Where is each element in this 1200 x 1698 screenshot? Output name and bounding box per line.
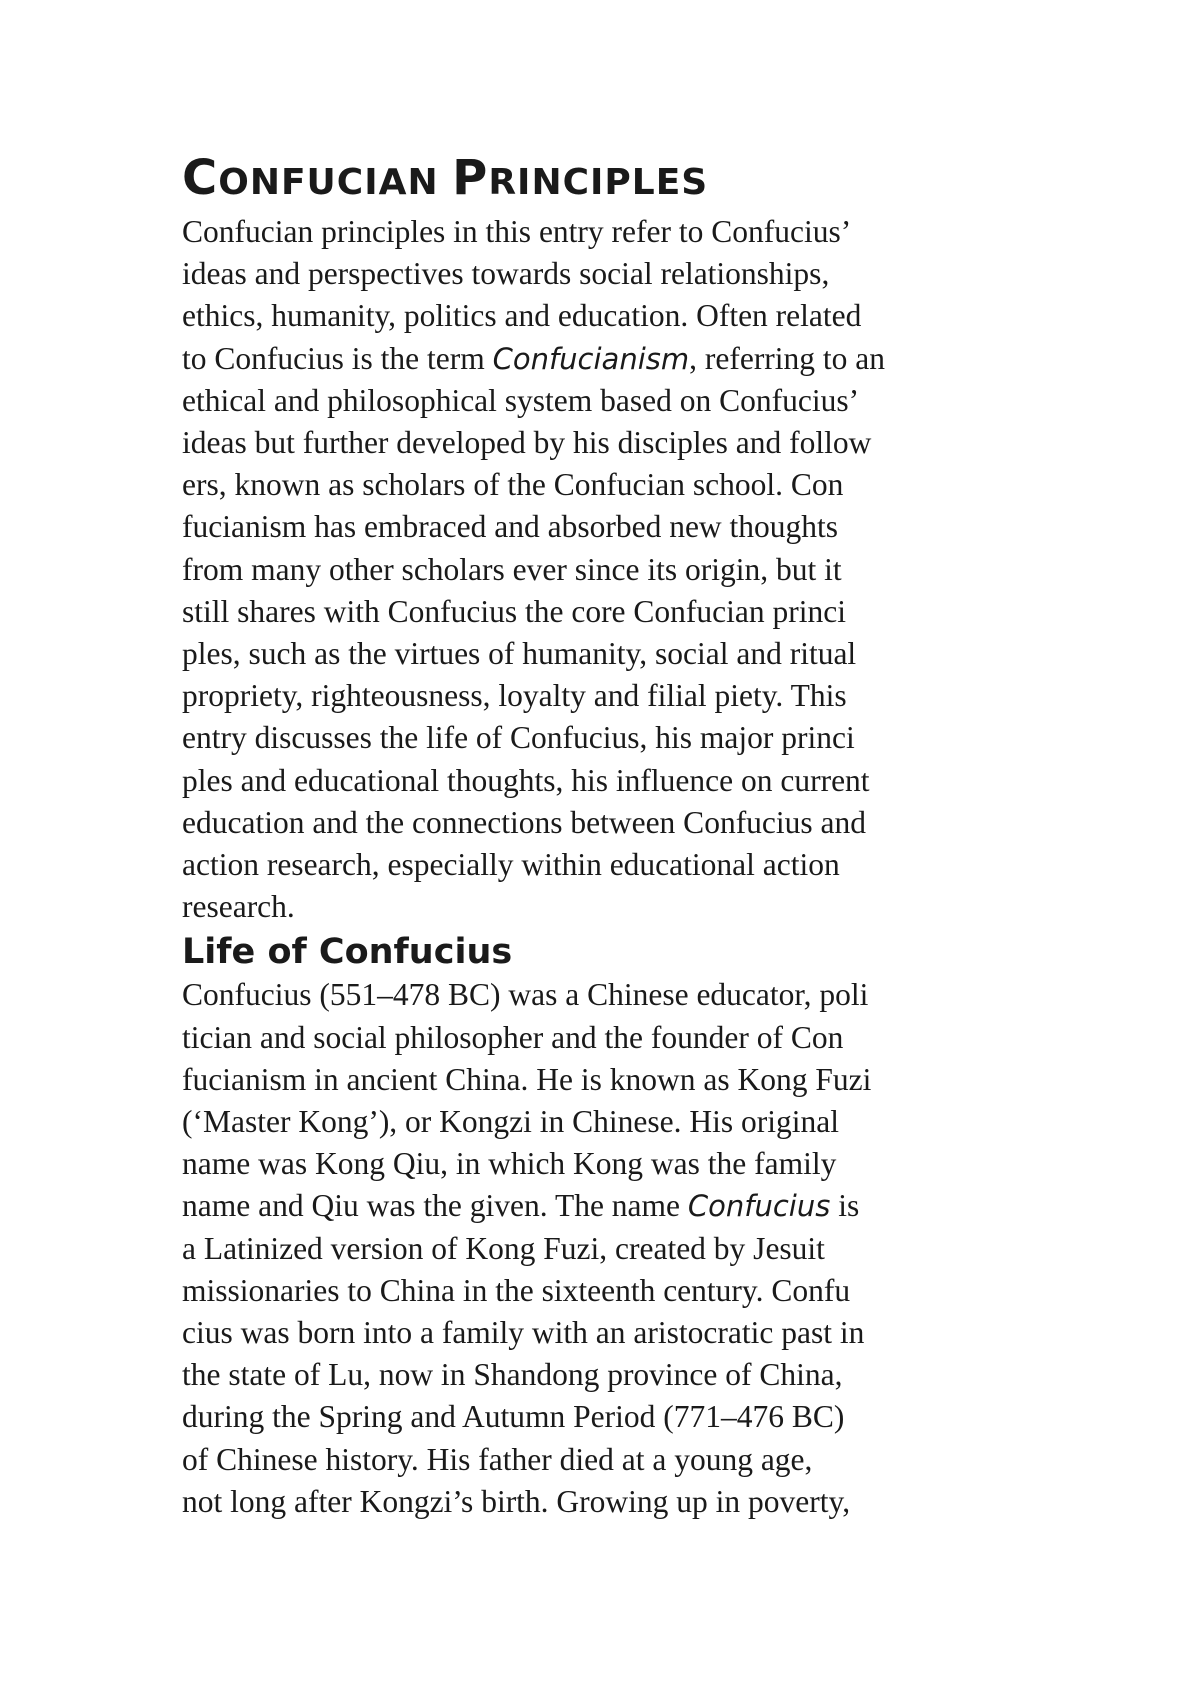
text-line: fucianism in ancient China. He is known as Kong Fuzi xyxy=(182,1061,872,1097)
text-line: ideas but further developed by his disciples and follow xyxy=(182,425,872,461)
text-line: tician and social philosopher and the founder of Con xyxy=(182,1019,844,1055)
text-line: (‘Master Kong’), or Kongzi in Chinese. His original xyxy=(182,1104,839,1140)
text-line: ples and educational thoughts, his influence on current xyxy=(182,762,870,798)
text-line: during the Spring and Autumn Period (771–476 BC) xyxy=(182,1399,845,1435)
text-line: entry discusses the life of Confucius, his major princi xyxy=(182,720,855,756)
text-line: ers, known as scholars of the Confucian school. Con xyxy=(182,467,844,503)
section-heading: Life of Confucius xyxy=(182,932,513,973)
text-line: cius was born into a family with an aristocratic past in xyxy=(182,1315,865,1351)
title-rest-1: ONFUCIAN xyxy=(218,162,453,203)
text-fragment: is xyxy=(830,1188,860,1224)
title-rest-2: RINCIPLES xyxy=(488,162,709,203)
life-paragraph xyxy=(182,974,1062,1523)
text-fragment: to Confucius is the term xyxy=(182,340,493,376)
text-line: propriety, righteousness, loyalty and filial piety. This xyxy=(182,678,847,714)
text-line: research. xyxy=(182,889,295,925)
text-line: ideas and perspectives towards social relationships, xyxy=(182,256,830,292)
text-fragment: , referring to an xyxy=(689,340,886,376)
text-fragment: name and Qiu was the given. The name xyxy=(182,1188,688,1224)
text-line: Confucius (551–478 BC) was a Chinese educator, poli xyxy=(182,977,869,1013)
text-line xyxy=(182,1185,1062,1227)
text-line: not long after Kongzi’s birth. Growing up in poverty, xyxy=(182,1483,851,1519)
title-initial-2: P xyxy=(452,150,489,206)
term-confucianism: Confucianism xyxy=(492,341,690,376)
text-line: the state of Lu, now in Shandong province of China, xyxy=(182,1357,843,1393)
text-line: fucianism has embraced and absorbed new thoughts xyxy=(182,509,839,545)
text-line: name was Kong Qiu, in which Kong was the family xyxy=(182,1146,837,1182)
text-line: of Chinese history. His father died at a young age, xyxy=(182,1441,813,1477)
text-line: a Latinized version of Kong Fuzi, created by Jesuit xyxy=(182,1230,825,1266)
document-page xyxy=(182,150,1062,1523)
text-line: education and the connections between Confucius and xyxy=(182,804,867,840)
text-line: ethics, humanity, politics and education. Often related xyxy=(182,298,862,334)
text-line: missionaries to China in the sixteenth century. Confu xyxy=(182,1272,851,1308)
text-line: from many other scholars ever since its origin, but it xyxy=(182,551,842,587)
page-title xyxy=(182,150,1062,211)
text-line: still shares with Confucius the core Confucian princi xyxy=(182,593,846,629)
text-line: ethical and philosophical system based on Confucius’ xyxy=(182,382,860,418)
title-initial-1: C xyxy=(182,150,219,206)
term-confucius: Confucius xyxy=(687,1189,831,1224)
text-line xyxy=(182,338,1062,380)
text-line: Confucian principles in this entry refer to Confucius’ xyxy=(182,214,852,249)
intro-paragraph xyxy=(182,211,1062,928)
text-line: action research, especially within educational action xyxy=(182,847,840,883)
text-line: ples, such as the virtues of humanity, social and ritual xyxy=(182,636,857,672)
